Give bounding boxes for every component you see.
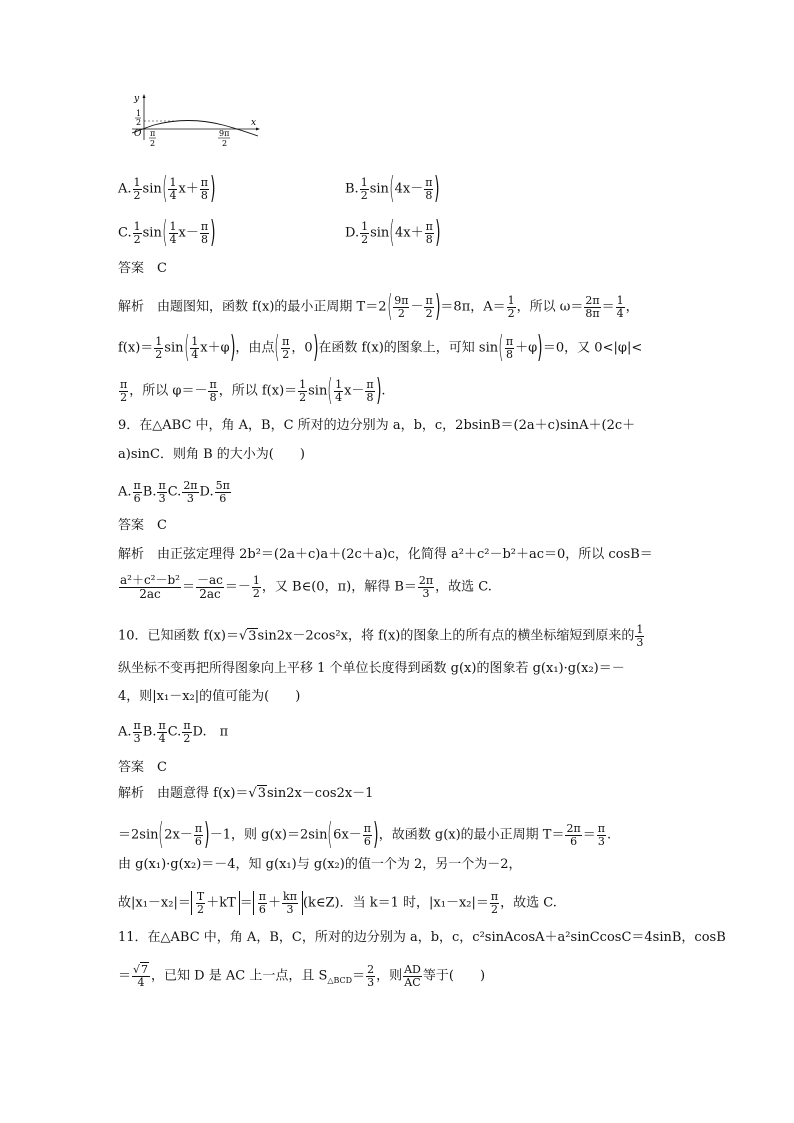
x-tick1-den: 2 <box>150 139 156 148</box>
y-axis-label: y <box>134 94 140 104</box>
q9-stem-line2: a)sinC．则角 B 的大小为( ) <box>118 447 305 462</box>
q10-options: A. $\frac{\pi}{3}$ B. $\frac{\pi}{4}$ C. $\frac{\pi}{2}$ D. π <box>118 719 229 745</box>
q9-explanation-line1: 解析 由正弦定理得 2b²＝(2a＋c)a＋(2c＋a)c，化简得 a²＋c²－b²＋ac＝0，所以 cosB＝ <box>118 547 653 562</box>
y-tick-den: 2 <box>136 118 142 127</box>
q8-explanation-line1: 解析 由题图知，函数 f(x)的最小正周期 T＝2( $\frac{9\pi}{2}$ － $\frac{\pi}{2}$ )＝8π，A＝ $\frac{1}{2}$ ，所以 ω＝ $\frac{2\pi}{8\pi}$ ＝ $\frac{1}{4}$ ， <box>118 289 639 324</box>
x-tick2-num: 9π <box>219 129 230 138</box>
x-axis-arrow <box>256 128 260 131</box>
origin-label: O <box>134 129 142 139</box>
q10-explanation-line1: 解析 由题意得 f(x)＝√3sin2x－cos2x－1 <box>118 786 374 801</box>
q10-explanation-line4: 故|x₁－x₂|＝ $\frac{T}{2}$ ＋kT ＝ $\frac{\pi}{6}$ ＋ $\frac{k\pi}{3}$ (k∈Z)．当 k＝1 时，|x₁－x₂|＝ $\frac{\pi}{2}$ ，故选 C. <box>118 890 557 916</box>
q8-answer: 答案 C <box>118 261 167 276</box>
q8-explanation-line2: f(x)＝ $\frac{1}{2}$ sin( $\frac{1}{4}$ x＋φ)，由点( $\frac{\pi}{2}$ ，0)在函数 f(x)的图象上，可知 sin( $\frac{\pi}{8}$ ＋φ)＝0，又 0<|φ|< <box>118 330 643 365</box>
q10-stem-line1: 10．已知函数 f(x)＝√3sin2x－2cos²x，将 f(x)的图象上的所有点的横坐标缩短到原来的 $\frac{1}{3}$ <box>118 623 644 649</box>
q9-explanation-line2: $\frac{\text{a²＋c²－b²}}{2ac}$ ＝ $\frac{-ac}{2ac}$ ＝－ $\frac{1}{2}$ ，又 B∈(0，π)，解得 B＝ $\frac{2\pi}{3}$ ，故选 C. <box>120 573 492 601</box>
q11-stem-line2: ＝ $\frac{√7}{4}$ ，已知 D 是 AC 上一点，且 $S_{\triangle BCD}=$ $\frac{2}{3}$ ，则 $\frac{AD}{AC}$ 等于( ) <box>118 963 486 989</box>
q10-explanation-line2: ＝2sin(2x－ $\frac{\pi}{6}$ )－1，则 g(x)＝2sin(6x－ $\frac{\pi}{6}$ )，故函数 g(x)的最小正周期 T＝ $\frac{2\pi}{6}$ ＝ $\frac{\pi}{3}$ . <box>118 817 612 852</box>
sine-graph <box>118 92 268 154</box>
x-axis-label: x <box>251 118 257 128</box>
x-tick2-den: 2 <box>222 139 228 148</box>
q11-stem-line1: 11．在△ABC 中，角 A，B，C，所对的边分别为 a，b，c，c²sinAcosA＋a²sinCcosC＝4sinB，cosB <box>118 930 726 945</box>
x-tick1-num: π <box>150 129 156 138</box>
q8-option-b: B. $\frac{1}{2}$ sin(4x－ $\frac{\pi}{8}$ ) <box>345 171 440 206</box>
q10-explanation-line3: 由 g(x₁)·g(x₂)＝－4，知 g(x₁)与 g(x₂)的值一个为 2，另一个为－2， <box>118 857 522 872</box>
q10-stem-line2: 纵坐标不变再把所得图象向上平移 1 个单位长度得到函数 g(x)的图象若 g(x₁)·g(x₂)＝－ <box>118 661 625 676</box>
y-tick-num: 1 <box>136 109 142 118</box>
q10-stem-line3: 4，则|x₁－x₂|的值可能为( ) <box>118 689 301 704</box>
q9-stem-line1: 9．在△ABC 中，角 A，B，C 所对的边分别为 a，b，c，2bsinB＝(2a＋c)sinA＋(2c＋ <box>118 418 636 433</box>
q9-options: A. $\frac{\pi}{6}$ B. $\frac{\pi}{3}$ C. $\frac{2\pi}{3}$ D. $\frac{5\pi}{6}$ <box>118 479 230 505</box>
q10-answer: 答案 C <box>118 760 167 775</box>
q8-option-a: A. $\frac{1}{2}$ sin( $\frac{1}{4}$ x＋ $\frac{\pi}{8}$ ) <box>118 171 216 206</box>
q8-option-c: C. $\frac{1}{2}$ sin( $\frac{1}{4}$ x－ $\frac{\pi}{8}$ ) <box>118 215 216 250</box>
q8-option-d: D. $\frac{1}{2}$ sin(4x＋ $\frac{\pi}{8}$ ) <box>345 215 441 250</box>
y-axis-arrow <box>143 94 146 98</box>
q9-answer: 答案 C <box>118 518 167 533</box>
q8-explanation-line3: $\frac{\pi}{2}$ ，所以 φ＝－ $\frac{\pi}{8}$ ，所以 f(x)＝ $\frac{1}{2}$ sin( $\frac{1}{4}$ x－ $\frac{\pi}{8}$ ). <box>120 373 386 408</box>
